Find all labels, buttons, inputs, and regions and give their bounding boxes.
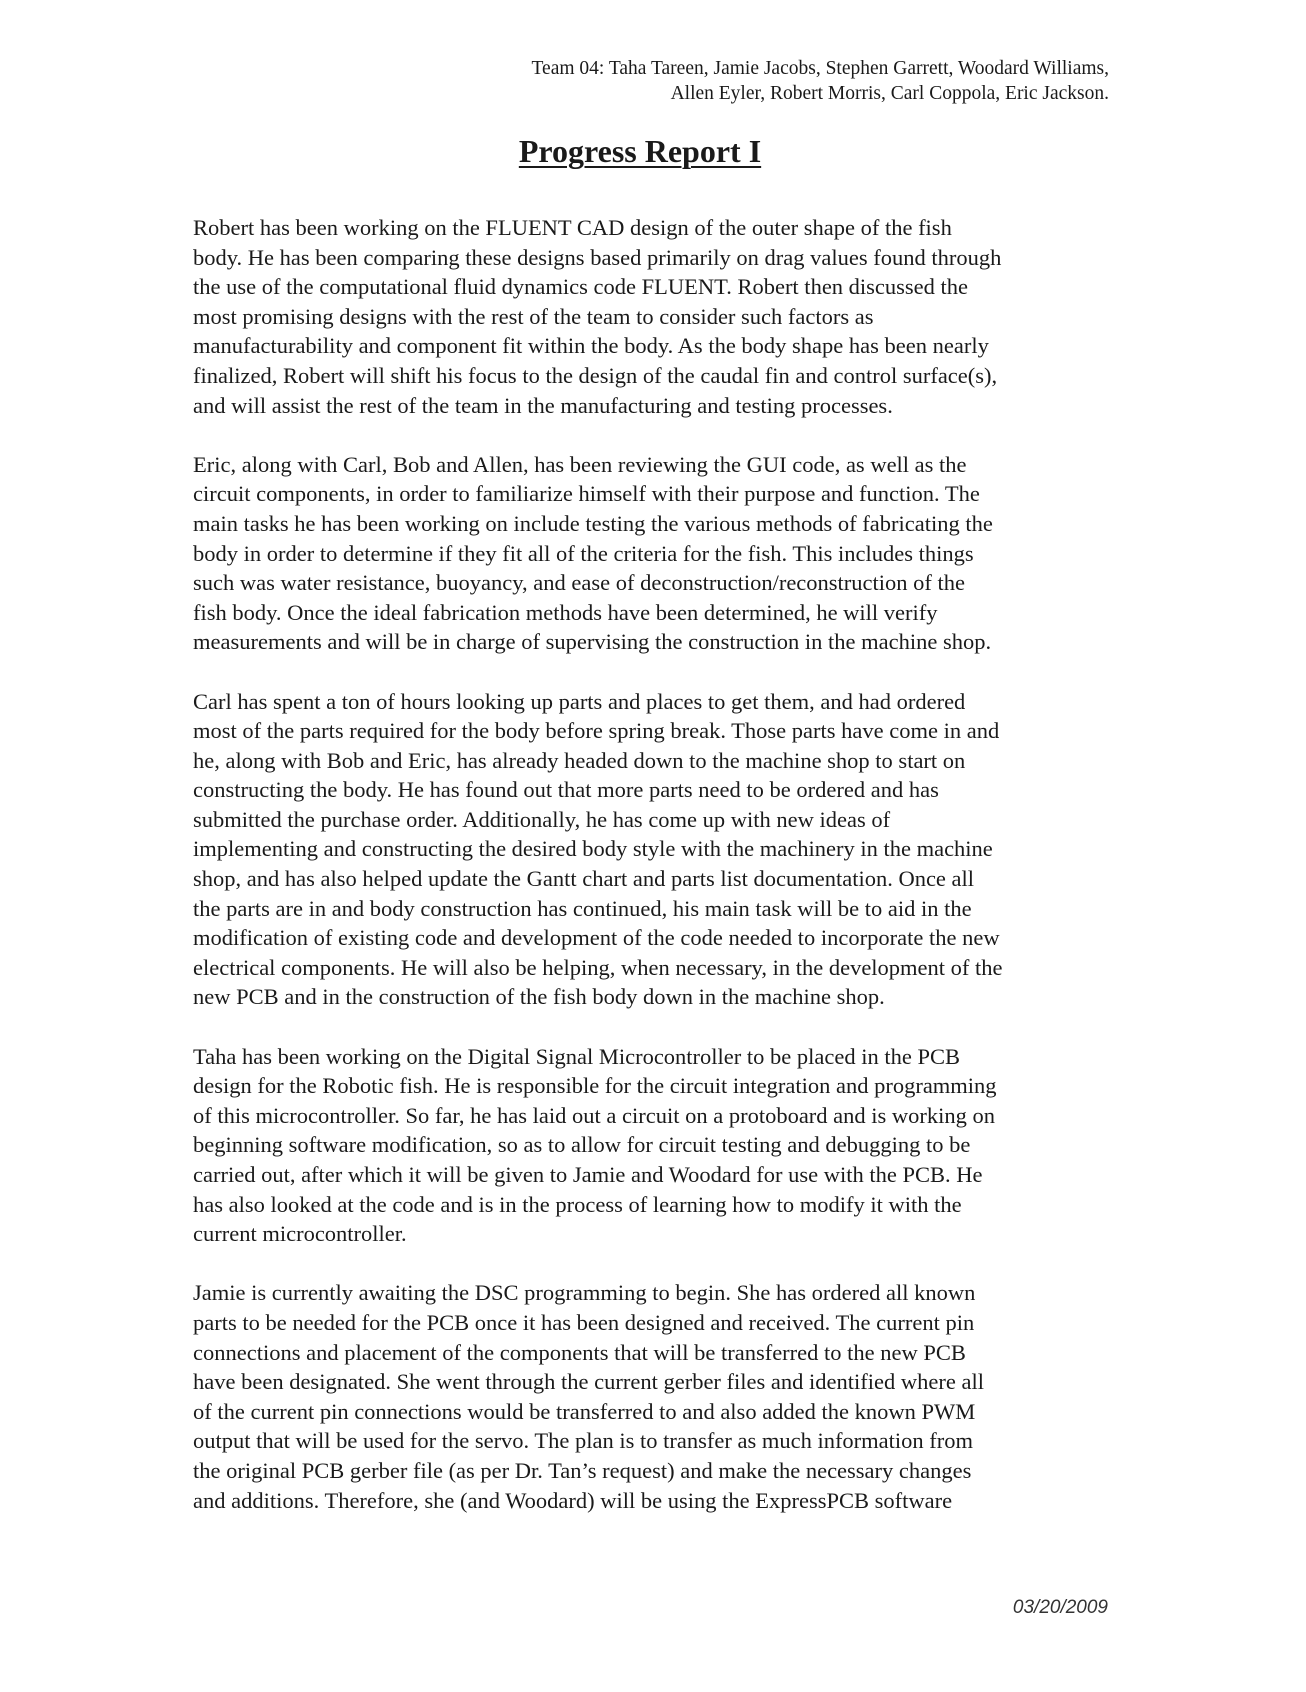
text-line: have been designated. She went through the current gerber files and identified where all xyxy=(193,1369,984,1395)
text-line: output that will be used for the servo. The plan is to transfer as much information from xyxy=(193,1428,974,1454)
footer-date: 03/20/2009 xyxy=(1012,1597,1108,1618)
text-line: beginning software modification, so as to allow for circuit testing and debugging to be xyxy=(193,1132,971,1158)
page-title: Progress Report I xyxy=(518,133,762,169)
text-line: electrical components. He will also be helping, when necessary, in the development of the xyxy=(193,954,1003,980)
text-line: carried out, after which it will be given to Jamie and Woodard for use with the PCB. He xyxy=(193,1162,983,1187)
text-line: most promising designs with the rest of the team to consider such factors as xyxy=(193,303,874,329)
text-line: most of the parts required for the body before spring break. Those parts have come in and xyxy=(193,718,1000,744)
text-line: he, along with Bob and Eric, has already headed down to the machine shop to start on xyxy=(193,747,966,773)
text-line: Taha has been working on the Digital Signal Microcontroller to be placed in the PCB xyxy=(193,1043,960,1069)
team-line-1: Team 04: Taha Tareen, Jamie Jacobs, Stephen Garrett, Woodard Williams, xyxy=(531,58,1109,79)
text-line: Jamie is currently awaiting the DSC programming to begin. She has ordered all known xyxy=(193,1280,976,1306)
text-line: Robert has been working on the FLUENT CAD design of the outer shape of the fish xyxy=(193,215,952,240)
text-line: modification of existing code and development of the code needed to incorporate the new xyxy=(193,925,1000,951)
paragraph-robert xyxy=(193,213,1123,420)
text-line: constructing the body. He has found out that more parts need to be ordered and has xyxy=(193,777,939,803)
text-line: such was water resistance, buoyancy, and ease of deconstruction/reconstruction of the xyxy=(193,570,966,596)
paragraph-eric xyxy=(193,450,1123,657)
text-line: design for the Robotic fish. He is responsible for the circuit integration and programming xyxy=(193,1073,997,1099)
text-line: implementing and constructing the desired body style with the machinery in the machine xyxy=(193,836,993,862)
text-line: the use of the computational fluid dynamics code FLUENT. Robert then discussed the xyxy=(193,274,969,300)
paragraph-carl xyxy=(193,687,1123,1013)
text-line: the original PCB gerber file (as per Dr. Tan’s request) and make the necessary changes xyxy=(193,1457,972,1483)
paragraph-taha xyxy=(193,1042,1123,1249)
text-line: and additions. Therefore, she (and Woodard) will be using the ExpressPCB software xyxy=(193,1487,953,1513)
text-line: finalized, Robert will shift his focus to the design of the caudal fin and control surface(s), xyxy=(193,362,998,388)
text-line: and will assist the rest of the team in the manufacturing and testing processes. xyxy=(193,392,893,418)
text-line: body. He has been comparing these designs based primarily on drag values found through xyxy=(193,244,1002,270)
text-line: the parts are in and body construction has continued, his main task will be to aid in the xyxy=(193,895,972,921)
text-line: shop, and has also helped update the Gantt chart and parts list documentation. Once all xyxy=(193,866,975,892)
text-line: connections and placement of the components that will be transferred to the new PCB xyxy=(193,1339,966,1365)
report-body xyxy=(193,213,1123,1545)
team-header xyxy=(349,56,1109,106)
text-line: main tasks he has been working on include testing the various methods of fabricating the xyxy=(193,510,993,536)
text-line: Eric, along with Carl, Bob and Allen, has been reviewing the GUI code, as well as the xyxy=(193,451,967,477)
text-line: of the current pin connections would be transferred to and also added the known PWM xyxy=(193,1398,976,1424)
text-line: circuit components, in order to familiarize himself with their purpose and function. The xyxy=(193,481,980,507)
text-line: current microcontroller. xyxy=(193,1221,407,1247)
text-line: body in order to determine if they fit all of the criteria for the fish. This includes things xyxy=(193,540,974,566)
paragraph-jamie xyxy=(193,1278,1123,1515)
text-line: manufacturability and component fit within the body. As the body shape has been nearly xyxy=(193,333,989,359)
text-line: has also looked at the code and is in the process of learning how to modify it with the xyxy=(193,1191,962,1217)
text-line: parts to be needed for the PCB once it has been designed and received. The current pin xyxy=(193,1309,975,1335)
team-line-2: Allen Eyler, Robert Morris, Carl Coppola, Eric Jackson. xyxy=(670,83,1109,104)
text-line: fish body. Once the ideal fabrication methods have been determined, he will verify xyxy=(193,599,938,625)
text-line: measurements and will be in charge of supervising the construction in the machine shop. xyxy=(193,629,992,655)
text-line: Carl has spent a ton of hours looking up parts and places to get them, and had ordered xyxy=(193,688,966,714)
text-line: submitted the purchase order. Additionally, he has come up with new ideas of xyxy=(193,806,891,832)
text-line: new PCB and in the construction of the fish body down in the machine shop. xyxy=(193,984,885,1010)
text-line: of this microcontroller. So far, he has laid out a circuit on a protoboard and is working on xyxy=(193,1102,996,1128)
